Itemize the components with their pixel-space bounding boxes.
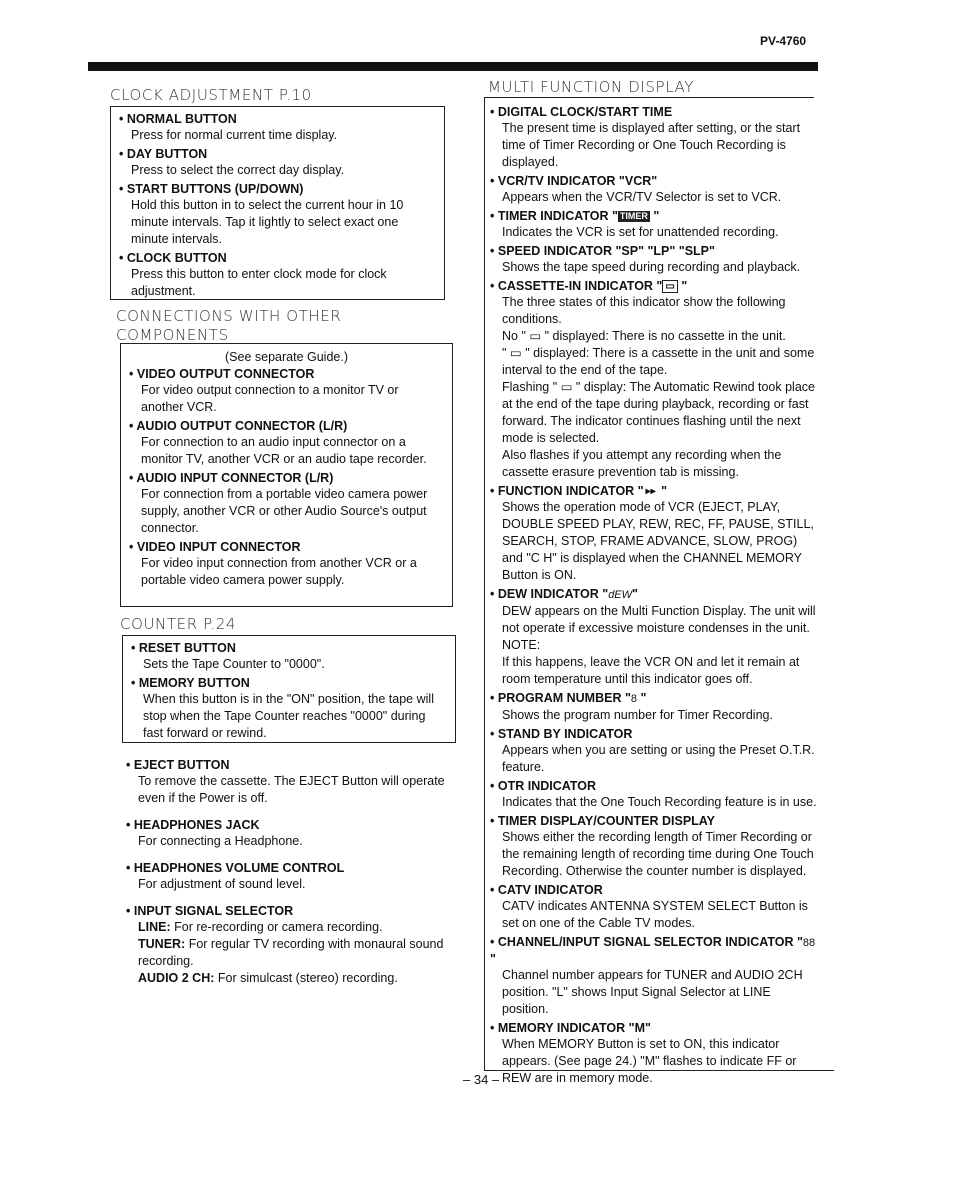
item-desc: For connection to an audio input connector on a monitor TV, another VCR or an audio tape recorder. — [141, 435, 427, 466]
item-desc: The present time is displayed after setting, or the start time of Timer Recording or One Touch Recording is displayed. — [502, 121, 801, 169]
cassette-state-also: Also flashes if you attempt any recording when the cassette erasure prevention tab is missing. — [502, 448, 782, 479]
misc-section — [126, 757, 456, 989]
item-desc: Indicates that the One Touch Recording feature is in use. — [502, 795, 817, 809]
cassette-icon: ▭ — [662, 280, 677, 293]
item-head: • SPEED INDICATOR "SP" "LP" "SLP" — [490, 243, 820, 259]
item-desc: The three states of this indicator show the following conditions. — [502, 295, 786, 326]
counter-section-title: COUNTER P.24 — [120, 615, 237, 633]
item-head: • CASSETTE-IN INDICATOR " ▭ " — [490, 278, 820, 294]
multi-left-rule — [484, 97, 485, 1071]
item-head: • AUDIO OUTPUT CONNECTOR (L/R) — [129, 418, 444, 434]
page-number: – 34 – — [463, 1072, 500, 1087]
item-head: • STAND BY INDICATOR — [490, 726, 820, 742]
item-head: • MEMORY BUTTON — [131, 675, 447, 691]
item-head: • NORMAL BUTTON — [119, 111, 436, 127]
item-desc: Shows the program number for Timer Recording. — [502, 708, 773, 722]
item-head: • DEW INDICATOR "dEW" — [490, 586, 820, 603]
item-head: • TIMER INDICATOR " TIMER " — [490, 208, 820, 224]
counter-box — [122, 635, 456, 743]
selector-line: LINE: For re-recording or camera recording. — [138, 920, 383, 934]
multi-function-list — [490, 104, 820, 1089]
item-head: • INPUT SIGNAL SELECTOR — [126, 903, 456, 919]
dew-note-text: If this happens, leave the VCR ON and let it remain at room temperature until this indicator goes off. — [502, 655, 800, 686]
timer-icon: TIMER — [619, 211, 648, 222]
item-head: • HEADPHONES VOLUME CONTROL — [126, 860, 456, 876]
header-rule — [88, 62, 818, 71]
item-desc: Sets the Tape Counter to "0000". — [143, 657, 325, 671]
item-head: • START BUTTONS (UP/DOWN) — [119, 181, 436, 197]
item-desc: Indicates the VCR is set for unattended recording. — [502, 225, 779, 239]
item-desc: For connection from a portable video camera power supply, another VCR or other Audio Source's output connector. — [141, 487, 428, 535]
connections-title-line2: COMPONENTS — [116, 326, 229, 344]
item-desc: DEW appears on the Multi Function Display. The unit will not operate if excessive moisture condenses in the unit. — [502, 604, 816, 635]
dew-icon: dEW — [608, 589, 633, 601]
item-desc: Shows either the recording length of Timer Recording or the remaining length of recording time during One Touch Recording. Otherwise the counter number is displayed. — [502, 830, 814, 878]
item-head: • VIDEO INPUT CONNECTOR — [129, 539, 444, 555]
multi-bottom-rule — [484, 1070, 834, 1071]
connections-box — [120, 343, 453, 607]
item-head: • TIMER DISPLAY/COUNTER DISPLAY — [490, 813, 820, 829]
item-desc: Hold this button in to select the current hour in 10 minute intervals. Tap it lightly to select exact one minute intervals. — [131, 198, 404, 246]
channel-icon: 88 — [802, 937, 816, 949]
item-head: • MEMORY INDICATOR "M" — [490, 1020, 820, 1036]
cassette-state-none: No " ▭ " displayed: There is no cassette in the unit. — [502, 329, 786, 343]
item-head: • RESET BUTTON — [131, 640, 447, 656]
item-head: • CLOCK BUTTON — [119, 250, 436, 266]
item-head: • VIDEO OUTPUT CONNECTOR — [129, 366, 444, 382]
clock-section-title: CLOCK ADJUSTMENT P.10 — [110, 86, 312, 104]
selector-audio2ch: AUDIO 2 CH: For simulcast (stereo) recording. — [138, 971, 398, 985]
item-desc: For video input connection from another VCR or a portable video camera power supply. — [141, 556, 417, 587]
item-desc: Shows the operation mode of VCR (EJECT, PLAY, DOUBLE SPEED PLAY, REW, REC, FF, PAUSE, STILL, SEARCH, STOP, FRAME ADVANCE, SLOW, PROG) and "C H" is displayed when the CHANNEL MEMORY Button is ON. — [502, 500, 814, 582]
item-desc: Appears when you are setting or using the Preset O.T.R. feature. — [502, 743, 815, 774]
item-desc: Press this button to enter clock mode for clock adjustment. — [131, 267, 387, 298]
item-desc: Appears when the VCR/TV Selector is set to VCR. — [502, 190, 782, 204]
program-number-icon: 8 — [630, 693, 637, 705]
item-head: • EJECT BUTTON — [126, 757, 456, 773]
item-head: • OTR INDICATOR — [490, 778, 820, 794]
multi-section-title: MULTI FUNCTION DISPLAY — [488, 78, 694, 96]
clock-box — [110, 106, 445, 300]
dew-note-label: NOTE: — [502, 638, 541, 652]
multi-top-rule — [484, 97, 814, 98]
item-head: • AUDIO INPUT CONNECTOR (L/R) — [129, 470, 444, 486]
item-head: • CHANNEL/INPUT SIGNAL SELECTOR INDICATOR "88 " — [490, 934, 820, 967]
item-desc: For connecting a Headphone. — [138, 834, 303, 848]
item-head: • CATV INDICATOR — [490, 882, 820, 898]
see-guide-note: (See separate Guide.) — [225, 350, 348, 364]
item-desc: For adjustment of sound level. — [138, 877, 306, 891]
item-head: • FUNCTION INDICATOR " ▸▸ " — [490, 483, 820, 499]
item-head: • HEADPHONES JACK — [126, 817, 456, 833]
item-desc: Press to select the correct day display. — [131, 163, 345, 177]
item-desc: For video output connection to a monitor TV or another VCR. — [141, 383, 399, 414]
item-head: • DIGITAL CLOCK/START TIME — [490, 104, 820, 120]
item-head: • PROGRAM NUMBER "8 " — [490, 690, 820, 707]
item-desc: Channel number appears for TUNER and AUDIO 2CH position. "L" shows Input Signal Selector at LINE position. — [502, 968, 803, 1016]
item-desc: Shows the tape speed during recording and playback. — [502, 260, 801, 274]
item-desc: To remove the cassette. The EJECT Button will operate even if the Power is off. — [138, 774, 445, 805]
cassette-state-displayed: " ▭ " displayed: There is a cassette in the unit and some interval to the end of the tape. — [502, 346, 815, 377]
cassette-state-flashing: Flashing " ▭ " display: The Automatic Rewind took place at the end of the tape during playback, recording or fast forward. The indicator continues flashing until the next mode is selected. — [502, 380, 815, 445]
item-desc: CATV indicates ANTENNA SYSTEM SELECT Button is set on one of the Cable TV modes. — [502, 899, 808, 930]
item-desc: When this button is in the "ON" position, the tape will stop when the Tape Counter reaches "0000" during fast forward or rewind. — [143, 692, 434, 740]
item-head: • DAY BUTTON — [119, 146, 436, 162]
model-number: PV-4760 — [760, 34, 807, 48]
item-head: • VCR/TV INDICATOR "VCR" — [490, 173, 820, 189]
item-desc: When MEMORY Button is set to ON, this indicator appears. (See page 24.) "M" flashes to indicate FF or REW are in memory mode. — [502, 1037, 797, 1085]
function-icon: ▸▸ — [645, 486, 656, 498]
selector-tuner: TUNER: For regular TV recording with monaural sound recording. — [138, 937, 444, 968]
connections-title-line1: CONNECTIONS WITH OTHER — [116, 307, 342, 325]
item-desc: Press for normal current time display. — [131, 128, 338, 142]
